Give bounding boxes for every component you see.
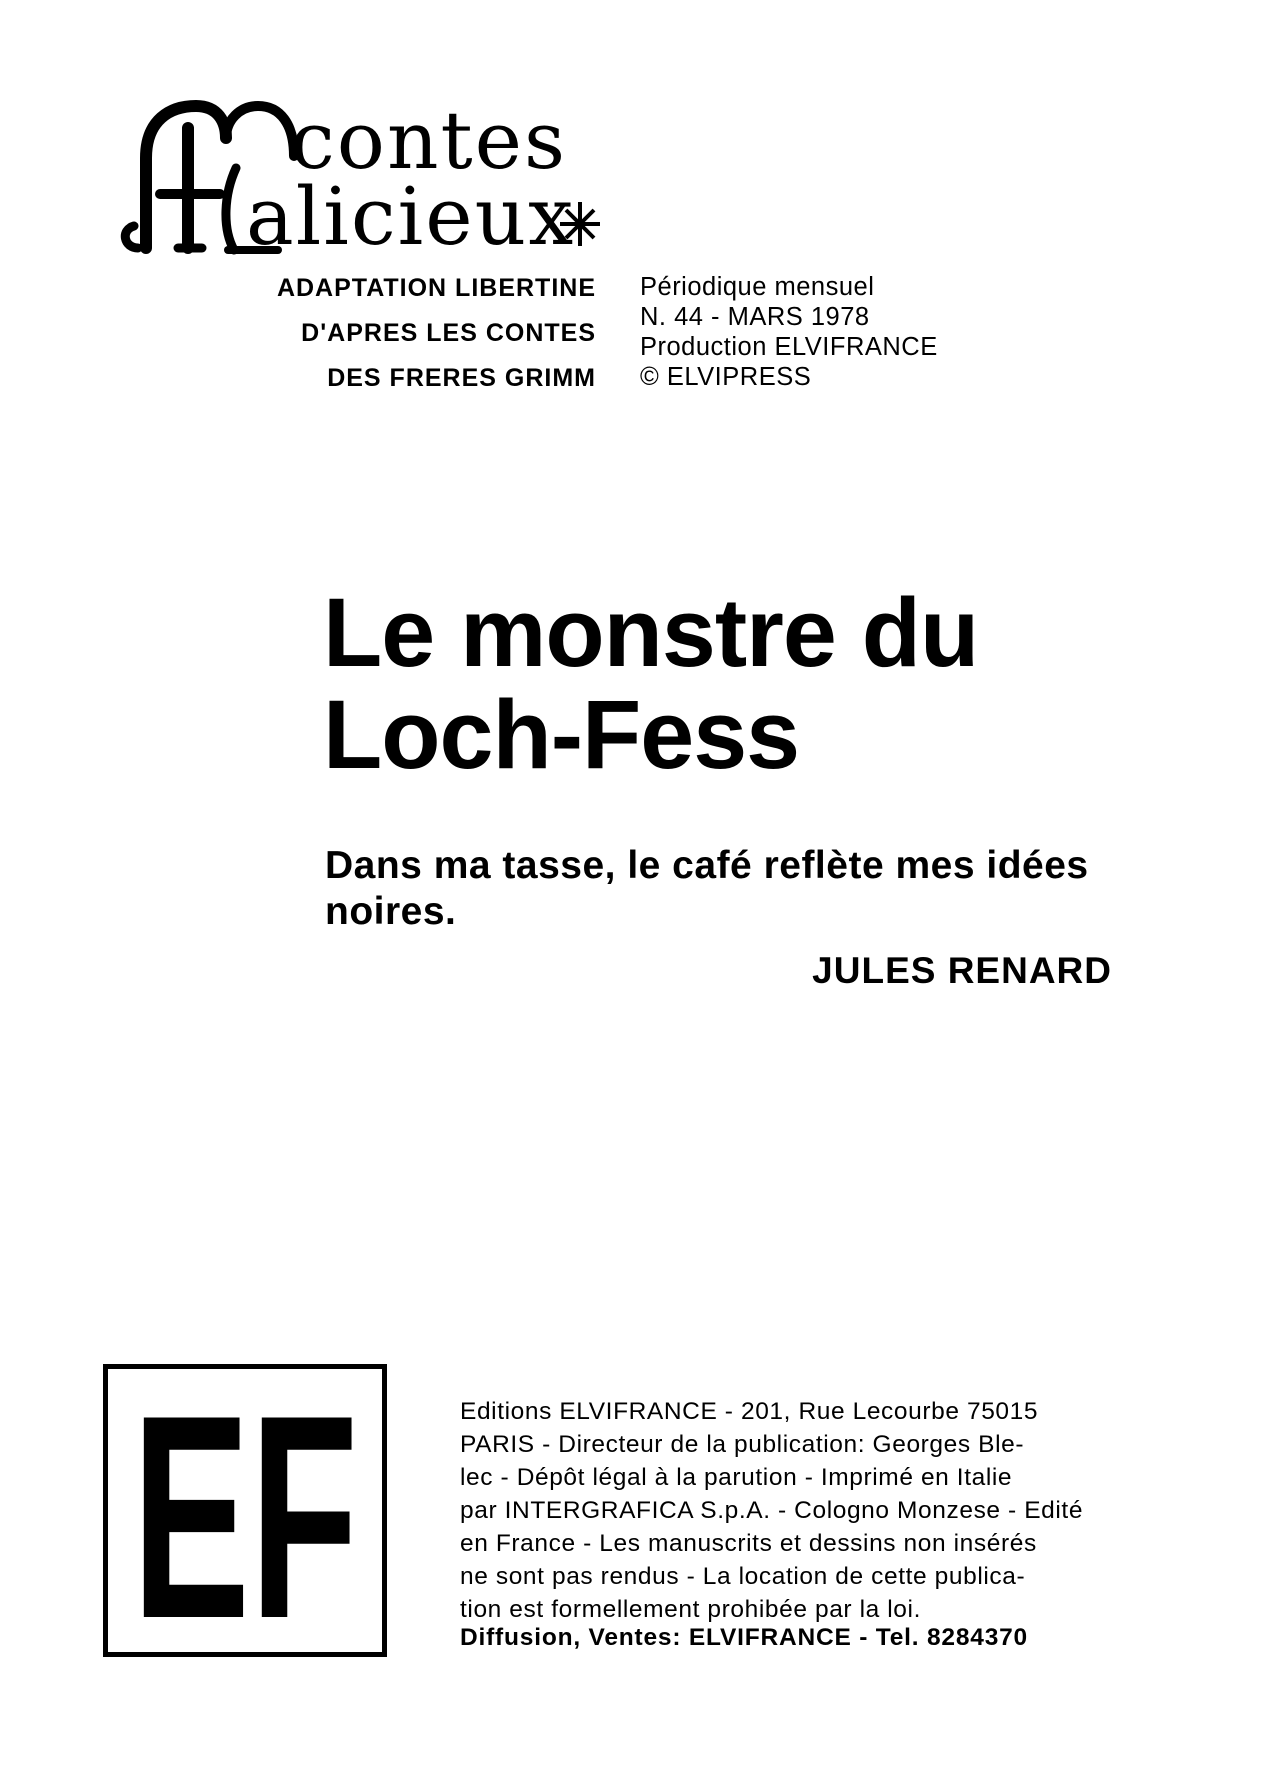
story-title-line2: Loch-Fess	[323, 680, 800, 789]
imprint-line: PARIS - Directeur de la publication: Georges Ble-	[460, 1431, 1025, 1458]
logo-word-contes: contes	[290, 94, 568, 187]
publisher-logo-text: EF	[132, 1355, 358, 1679]
publication-issue: N. 44 - MARS 1978	[640, 303, 870, 331]
imprint-line: par INTERGRAFICA S.p.A. - Cologno Monzese - Edité	[460, 1497, 1084, 1524]
imprint-line: en France - Les manuscrits et dessins non insérés	[460, 1530, 1037, 1557]
epigraph-line2: noires.	[325, 890, 457, 933]
publication-info	[640, 272, 1040, 392]
story-title	[323, 578, 1223, 789]
imprint-diffusion: Diffusion, Ventes: ELVIFRANCE - Tel. 8284370	[460, 1624, 1028, 1651]
imprint-line: Editions ELVIFRANCE - 201, Rue Lecourbe 75015	[460, 1398, 1039, 1425]
epigraph-author: JULES RENARD	[812, 950, 1112, 991]
publication-copyright: © ELVIPRESS	[640, 363, 812, 391]
publication-periodicity: Périodique mensuel	[640, 273, 875, 301]
epigraph-line1: Dans ma tasse, le café reflète mes idées	[325, 844, 1089, 887]
masthead-tagline	[180, 270, 596, 405]
imprint-line: ne sont pas rendus - La location de cette publica-	[460, 1563, 1026, 1590]
tagline-line: DES FRERES GRIMM	[327, 364, 596, 392]
publisher-logo	[103, 1355, 387, 1679]
tagline-line: ADAPTATION LIBERTINE	[276, 274, 596, 302]
tagline-line: D'APRES LES CONTES	[301, 319, 596, 347]
epigraph-quote	[325, 843, 1205, 935]
logo-word-malicieux: alicieux	[246, 170, 576, 263]
story-title-line1: Le monstre du	[323, 578, 979, 687]
imprint-text	[460, 1395, 1182, 1626]
imprint-line: tion est formellement prohibée par la loi.	[460, 1596, 921, 1623]
masthead-logo	[118, 94, 604, 263]
publication-production: Production ELVIFRANCE	[640, 333, 938, 361]
imprint-line: lec - Dépôt légal à la parution - Imprimé en Italie	[460, 1464, 1013, 1491]
